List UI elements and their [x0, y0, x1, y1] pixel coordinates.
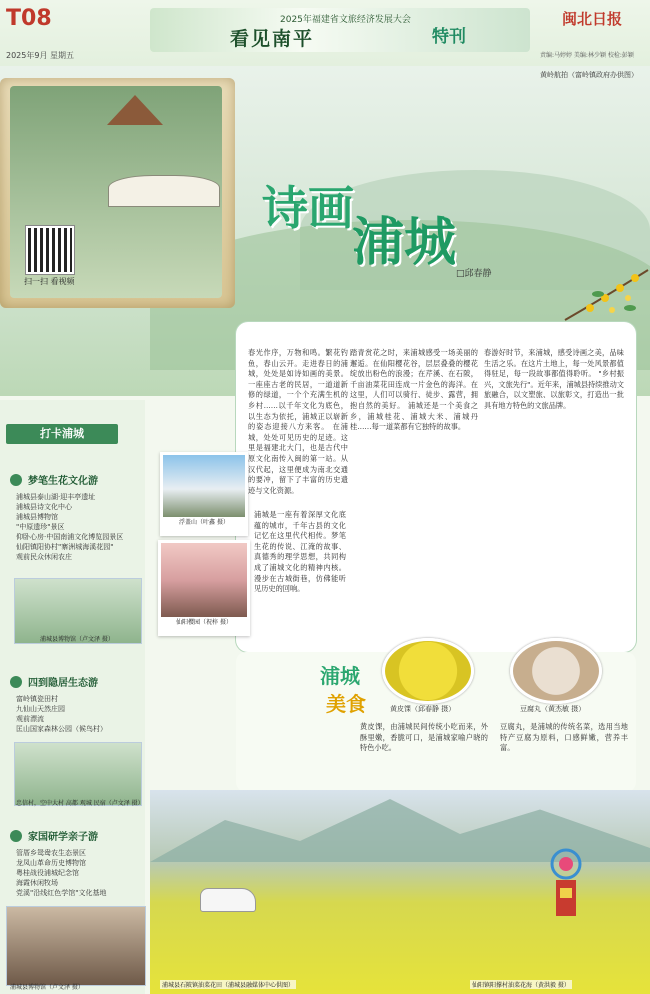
qr-code[interactable]	[26, 226, 74, 274]
newspaper-logo: 闽北日报	[562, 10, 623, 28]
special-label: 特刊	[432, 27, 466, 47]
pinwheel-tower-icon	[548, 848, 584, 918]
photo-caption: 浦城县石陂镇油菜花田（浦城县融媒体中心供图）	[162, 982, 295, 989]
photo-card	[160, 452, 248, 536]
list-item: 浦城县泰山湖·迎丰亭遗址	[16, 493, 96, 501]
article-column: 浦城是一座有着深厚文化底蕴的城市，千年古县的文化记忆在这里代代相传。梦笔生花的传说、江淹的故事、真德秀的理学思想，共同构成了浦城文化的精神内核。漫步在古城街巷，仿佛能听见历史的回响。	[254, 510, 346, 594]
location-pin-icon	[10, 676, 22, 688]
food-heading: 浦城	[320, 664, 360, 688]
section-title: 梦笔生花文化游	[28, 476, 98, 487]
list-item: 浦城县博物馆	[16, 513, 58, 521]
photo-caption: 仙阳镇阳撑村油菜花海（黄洪毅 摄）	[472, 982, 570, 989]
list-item: 观前漂流	[16, 715, 44, 723]
hero-photo-credit: 黄岭航拍（富岭镇政府办供图）	[540, 71, 638, 79]
list-item: 龙凤山革命历史博物馆	[16, 859, 86, 867]
list-item: 粤桂战役浦城纪念馆	[16, 869, 79, 877]
byline: □邱春静	[456, 269, 492, 279]
location-pin-icon	[10, 474, 22, 486]
photo-caption: 忠信村，空中大村 高都 观城 民宿（卢文泽 摄）	[16, 800, 144, 807]
village-photo	[14, 742, 142, 806]
article-column: 春光作序，万物和鸣。繁花钓鱼，春山云开。走进春日的浦城，处处是如诗如画的美景。一座座古老的民居，一道道新修的绿道，一个个充满生机的乡村……以千年文化为底色，以生态为依托，浦城正以崭新的姿态迎接八方来客。 在浦城，处处可见历史的足迹。这里是福建北大门，也是古代中原文化南传入闽的第一站。从汉代起，这里便成为南北交通的要冲，留下了丰富的历史遗迹与文化资源。	[248, 348, 348, 495]
mountain-photo	[163, 455, 245, 517]
article-column: 春游好时节，来浦城，感受诗画之美，品味生活之乐。在这片土地上，每一处风景都值得驻足，每一段故事都值得聆听。 "乡村振兴，文旅先行"。近年来，浦城县持续推动文旅融合，以文塑旅、以旅彰文，打造出一批具有地方特色的文旅品牌。	[484, 348, 624, 410]
food-caption: 豆腐丸（黄杰敏 摄）	[520, 705, 586, 713]
headline-part-2: 浦城	[352, 212, 457, 273]
section-list	[16, 694, 144, 734]
list-item: 匡山国家森林公园（候鸟村）	[16, 725, 107, 733]
food-description: 豆腐丸，是浦城的传统名菜，选用当地特产豆腐为原料，口感鲜嫩，营养丰富。	[500, 722, 628, 753]
exhibition-photo	[6, 906, 146, 986]
cherry-blossom-photo	[161, 543, 247, 617]
list-item: 仰卧心房·中国南浦文化博览园景区	[16, 533, 124, 541]
museum-building	[108, 175, 220, 207]
photo-caption: 浮盖山（叶鑫 摄）	[179, 519, 229, 526]
photo-caption: 浦城县博物馆（卢文泽 摄）	[40, 636, 114, 643]
editors-line: 责编:马婷婷 美编:林少颖 校检:彭颖	[540, 52, 634, 59]
list-item: 党溪"沿线红色学馆"文化基地	[16, 889, 107, 897]
list-item: 管厝乡鸳鸯农生态景区	[16, 849, 86, 857]
list-item: 海霞休闲牧场	[16, 879, 58, 887]
food-description: 黄皮馃，由浦城民间传统小吃而来，外酥里嫩，香脆可口，是浦城家喻户晓的特色小吃。	[360, 722, 488, 753]
location-pin-icon	[10, 830, 22, 842]
food-heading: 美食	[326, 692, 366, 716]
article-column: 踏青赏花之时，来浦城感受一场美丽的邂逅。在仙阳樱花谷，层层叠叠的樱花绽放出粉色的浪漫；在芹溪、在石陂，千亩油菜花田连成一片金色的海洋。在这里，人们可以骑行、徒步、露营，拥抱自然的美好。 浦城还是一个美食之乡，浦城桂花、浦城大米、浦城丹桂……每一道菜都有它独特的故事。	[350, 348, 478, 432]
list-item: "中原遗珍"景区	[16, 523, 65, 531]
headline-part-1: 诗画	[262, 181, 354, 235]
issue-date: 2025年9月 星期五	[6, 51, 74, 60]
car-icon	[200, 888, 256, 912]
list-item: 观前民众休闲农庄	[16, 553, 72, 561]
qr-label: 扫一扫 看视频	[24, 277, 75, 286]
list-item: 仙阳镇阳协村"寨洲城海溪花园"	[16, 543, 114, 551]
section-title: 四到隐居生态游	[28, 678, 98, 689]
food-photo	[382, 638, 474, 704]
food-caption: 黄皮馃（邱春静 摄）	[390, 705, 456, 713]
photo-caption: 仙阳樱园（祝梓 摄）	[176, 619, 232, 626]
sidebar-banner: 打卡浦城	[6, 424, 118, 444]
list-item: 浦城县诗文化中心	[16, 503, 72, 511]
photo-caption: 浦城县博物馆（卢文泽 摄）	[10, 984, 84, 991]
section-title: 家国研学亲子游	[28, 832, 98, 843]
section-list	[16, 492, 144, 562]
photo-card	[158, 540, 250, 636]
food-photo	[510, 638, 602, 704]
list-item: 富岭镇瓷田村	[16, 695, 58, 703]
brand-title: 看见南平	[230, 28, 315, 50]
list-item: 九仙山天然庄园	[16, 705, 65, 713]
conference-name: 2025年福建省文旅经济发展大会	[280, 15, 411, 25]
section-list	[16, 848, 144, 898]
page-number: T08	[6, 6, 52, 31]
